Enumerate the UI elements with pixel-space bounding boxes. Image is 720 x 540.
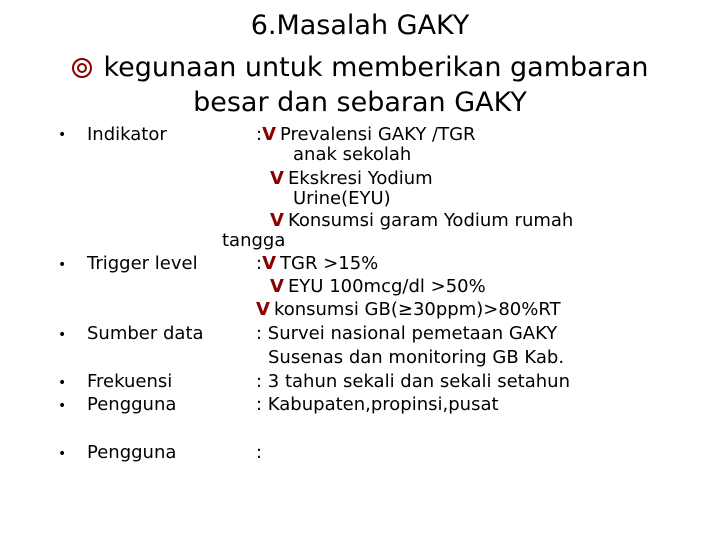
indikator-v1: Prevalensi GAKY /TGR bbox=[280, 124, 476, 145]
trigger-value-1 bbox=[256, 253, 378, 275]
check-v-icon: V bbox=[270, 210, 284, 231]
sumber-value-1: : Survei nasional pemetaan GAKY bbox=[256, 323, 558, 344]
trigger-v1: TGR >15% bbox=[280, 253, 379, 274]
colon: : bbox=[256, 253, 263, 274]
trigger-v3: konsumsi GB(≥30ppm)>80%RT bbox=[273, 299, 561, 320]
sumber-value-1b: Susenas dan monitoring GB Kab. bbox=[268, 347, 565, 368]
indikator-value-3b: tangga bbox=[222, 230, 286, 251]
check-v-icon: V bbox=[270, 276, 284, 297]
indikator-label: Indikator bbox=[87, 124, 167, 145]
trigger-value-2 bbox=[270, 276, 486, 298]
slide-subtitle-line-1 bbox=[0, 52, 720, 84]
pengguna-value: : Kabupaten,propinsi,pusat bbox=[256, 394, 499, 415]
pengguna-label: Pengguna bbox=[87, 394, 177, 415]
target-circle-icon bbox=[72, 58, 92, 78]
bullet-marker: • bbox=[58, 398, 67, 414]
frekuensi-label: Frekuensi bbox=[87, 371, 173, 392]
indikator-v3: Konsumsi garam Yodium rumah bbox=[287, 210, 574, 231]
subtitle-text-1: kegunaan untuk memberikan gambaran bbox=[103, 52, 649, 83]
indikator-v2: Ekskresi Yodium bbox=[287, 168, 433, 189]
bullet-marker: • bbox=[58, 446, 67, 462]
check-v-icon: V bbox=[256, 299, 270, 320]
indikator-value-1 bbox=[256, 124, 476, 146]
bullet-marker: • bbox=[58, 375, 67, 391]
check-v-icon: V bbox=[262, 253, 277, 274]
check-v-icon: V bbox=[262, 124, 277, 145]
indikator-value-2 bbox=[270, 168, 433, 190]
frekuensi-value: : 3 tahun sekali dan sekali setahun bbox=[256, 371, 570, 392]
slide-title: 6.Masalah GAKY bbox=[250, 10, 470, 41]
check-v-icon: V bbox=[270, 168, 284, 189]
sumber-label: Sumber data bbox=[87, 323, 204, 344]
slide-subtitle-line-2: besar dan sebaran GAKY bbox=[193, 87, 527, 118]
trigger-label: Trigger level bbox=[87, 253, 198, 274]
pengguna-value-2: : bbox=[256, 442, 263, 463]
pengguna-label-2: Pengguna bbox=[87, 442, 177, 463]
colon: : bbox=[256, 124, 263, 145]
indikator-value-3 bbox=[270, 210, 573, 232]
trigger-v2: EYU 100mcg/dl >50% bbox=[287, 276, 486, 297]
indikator-value-2b: Urine(EYU) bbox=[293, 188, 391, 209]
bullet-marker: • bbox=[58, 127, 67, 143]
trigger-value-3 bbox=[256, 299, 561, 321]
bullet-marker: • bbox=[58, 327, 67, 343]
bullet-marker: • bbox=[58, 257, 67, 273]
indikator-value-1b: anak sekolah bbox=[293, 144, 412, 165]
